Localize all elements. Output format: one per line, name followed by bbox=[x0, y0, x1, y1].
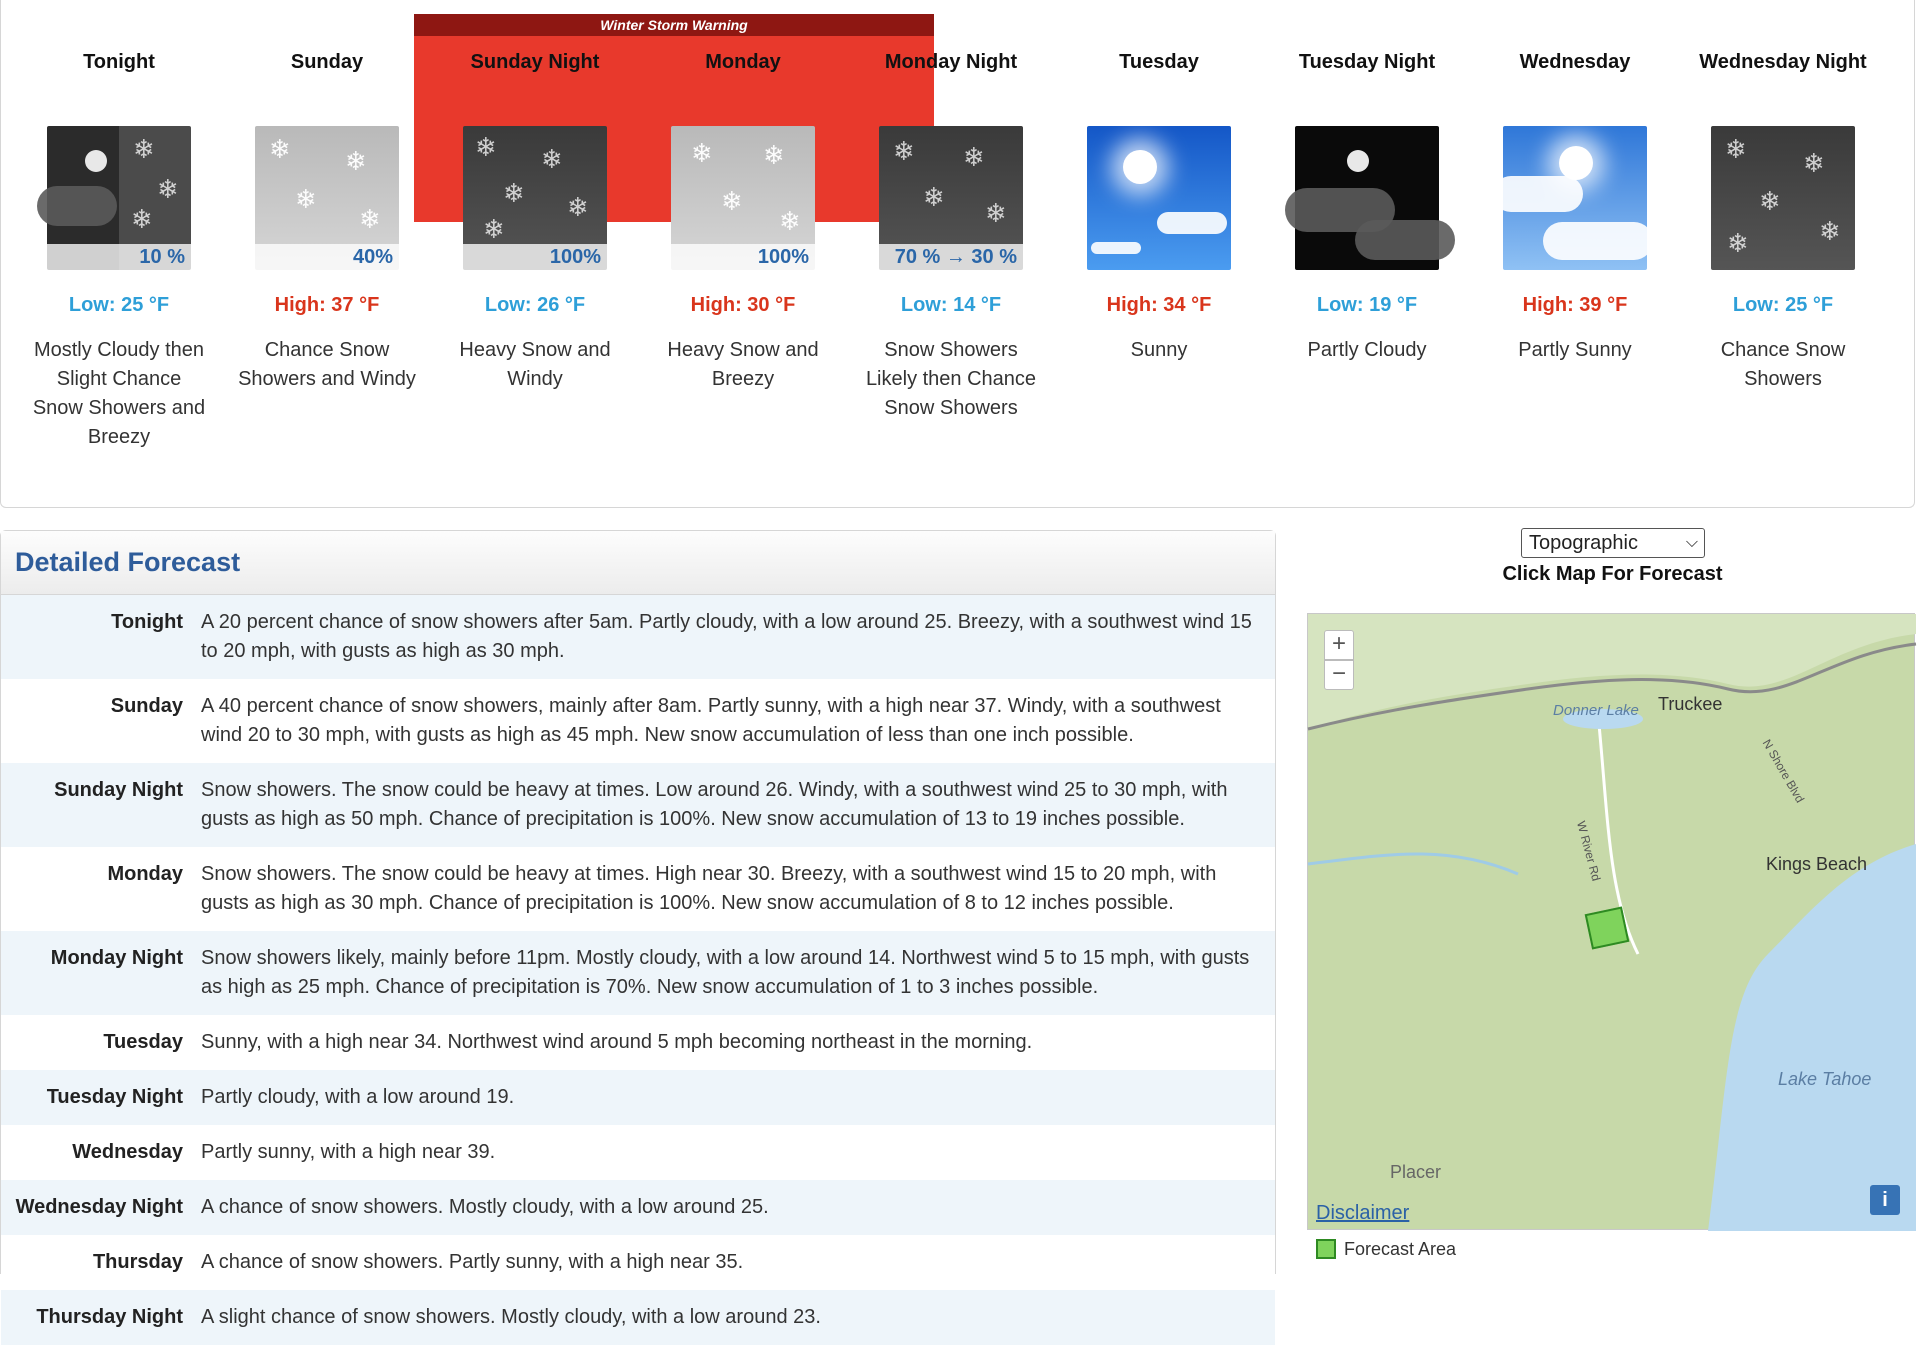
forecast-period[interactable] bbox=[223, 48, 431, 394]
period-name: Monday Night bbox=[884, 51, 1018, 73]
row-text: Snow showers likely, mainly before 11pm. Mostly cloudy, with a low around 14. Northwest wind 5 to 15 mph, with gusts as high as 25 mph. Chance of precipitation is 70%. New snow accumulation of 1 to 3 inches possible. bbox=[201, 947, 1250, 998]
temperature: High: 37 °F bbox=[274, 294, 380, 316]
snowflake-icon: ❄ bbox=[295, 184, 317, 214]
snowflake-icon: ❄ bbox=[503, 178, 525, 208]
cloud-icon bbox=[37, 186, 117, 226]
zoom-in-button[interactable]: + bbox=[1324, 630, 1354, 660]
detailed-forecast-panel bbox=[0, 530, 1276, 1328]
period-name: Tonight bbox=[83, 51, 155, 73]
precip-chance: 40% bbox=[255, 244, 399, 270]
row-text: A 40 percent chance of snow showers, mainly after 8am. Partly sunny, with a high near 37. Windy, with a southwest wind 20 to 30 mph, with gusts as high as 45 mph. New snow accumulation of less than one inch possible. bbox=[201, 695, 1221, 746]
forecast-period[interactable] bbox=[1679, 48, 1887, 394]
detailed-forecast-title: Detailed Forecast bbox=[15, 547, 241, 577]
map-label: N Shore Blvd bbox=[1759, 736, 1808, 806]
row-label: Sunday Night bbox=[54, 779, 183, 801]
precip-chance: 70 % → 30 % bbox=[879, 244, 1023, 270]
forecast-row bbox=[1, 1180, 1275, 1235]
cloud-icon bbox=[1493, 176, 1583, 212]
forecast-period[interactable] bbox=[639, 48, 847, 394]
period-name: Sunday Night bbox=[470, 51, 600, 73]
snowflake-icon: ❄ bbox=[1803, 148, 1825, 178]
temperature: Low: 19 °F bbox=[1316, 294, 1418, 316]
map-label: Kings Beach bbox=[1766, 854, 1868, 874]
forecast-row bbox=[1, 763, 1275, 847]
cloud-icon bbox=[1543, 222, 1653, 260]
forecast-period[interactable] bbox=[15, 48, 223, 452]
forecast-row bbox=[1, 595, 1275, 679]
row-text: Snow showers. The snow could be heavy at times. Low around 26. Windy, with a southwest wind 25 to 30 mph, with gusts as high as 50 mph. Chance of precipitation is 100%. New snow accumulation of 13 to 19 inches possible. bbox=[201, 779, 1228, 830]
row-label: Monday bbox=[107, 863, 183, 885]
forecast-map[interactable] bbox=[1307, 613, 1915, 1230]
short-description: Chance Snow Showers bbox=[1720, 339, 1846, 390]
cloud-icon bbox=[1157, 212, 1227, 234]
temperature: High: 30 °F bbox=[690, 294, 796, 316]
snowflake-icon: ❄ bbox=[157, 174, 179, 204]
sun-icon bbox=[1087, 126, 1231, 270]
snowflake-icon: ❄ bbox=[721, 186, 743, 216]
row-text: Partly cloudy, with a low around 19. bbox=[201, 1086, 515, 1108]
period-name: Monday bbox=[705, 51, 781, 73]
map-layer-value: Topographic bbox=[1529, 532, 1638, 554]
snowflake-icon: ❄ bbox=[763, 140, 785, 170]
snowflake-icon: ❄ bbox=[1725, 134, 1747, 164]
snow-icon bbox=[671, 126, 815, 270]
map-label: Placer bbox=[1390, 1162, 1442, 1182]
period-name: Tuesday bbox=[1119, 51, 1199, 73]
detailed-forecast-rows bbox=[1, 595, 1275, 1345]
period-name: Wednesday Night bbox=[1699, 51, 1867, 73]
partly-sunny-icon bbox=[1503, 126, 1647, 270]
forecast-row bbox=[1, 1125, 1275, 1180]
forecast-row bbox=[1, 1235, 1275, 1290]
cloud-icon bbox=[1091, 242, 1141, 254]
short-description: Chance Snow Showers and Windy bbox=[238, 339, 416, 390]
precip-chance: 10 % bbox=[47, 244, 191, 270]
forecast-row bbox=[1, 847, 1275, 931]
forecast-row bbox=[1, 1015, 1275, 1070]
short-description: Mostly Cloudy then Slight Chance Snow Showers and Breezy bbox=[32, 339, 206, 448]
short-description: Partly Sunny bbox=[1518, 339, 1632, 361]
temperature: High: 34 °F bbox=[1106, 294, 1212, 316]
map-legend bbox=[1316, 1237, 1456, 1261]
forecast-row bbox=[1, 1290, 1275, 1345]
snowflake-icon: ❄ bbox=[133, 134, 155, 164]
snow-icon bbox=[1711, 126, 1855, 270]
forecast-row bbox=[1, 931, 1275, 1015]
partly-cloudy-night-icon bbox=[1295, 126, 1439, 270]
snowflake-icon: ❄ bbox=[923, 182, 945, 212]
forecast-area-marker[interactable] bbox=[1585, 906, 1630, 949]
row-label: Thursday bbox=[92, 1251, 183, 1273]
snowflake-icon: ❄ bbox=[345, 146, 367, 176]
cloud-icon bbox=[1355, 220, 1455, 260]
snowflake-icon: ❄ bbox=[963, 142, 985, 172]
sun-disc bbox=[1559, 146, 1593, 180]
forecast-row bbox=[1, 1070, 1275, 1125]
map-label: Truckee bbox=[1658, 694, 1723, 714]
snowflake-icon: ❄ bbox=[691, 138, 713, 168]
map-layer-select[interactable] bbox=[1521, 528, 1705, 558]
forecast-period[interactable] bbox=[847, 48, 1055, 423]
detailed-forecast-header bbox=[1, 531, 1275, 595]
moon-icon bbox=[1347, 150, 1369, 172]
heavy-snow-icon bbox=[463, 126, 607, 270]
map-label: Lake Tahoe bbox=[1778, 1069, 1872, 1089]
snowflake-icon: ❄ bbox=[359, 204, 381, 234]
sun-disc bbox=[1123, 150, 1157, 184]
temperature: Low: 25 °F bbox=[68, 294, 170, 316]
row-label: Wednesday bbox=[72, 1141, 183, 1163]
row-label: Tonight bbox=[111, 611, 183, 633]
snowflake-icon: ❄ bbox=[1819, 216, 1841, 246]
forecast-period[interactable] bbox=[1471, 48, 1679, 365]
forecast-strip bbox=[0, 0, 1915, 508]
snow-showers-icon bbox=[879, 126, 1023, 270]
row-label: Tuesday Night bbox=[46, 1086, 183, 1108]
forecast-area-swatch bbox=[1316, 1239, 1336, 1259]
snowflake-icon: ❄ bbox=[541, 144, 563, 174]
moon-icon bbox=[85, 150, 107, 172]
row-text: A 20 percent chance of snow showers after 5am. Partly cloudy, with a low around 25. Breezy, with a southwest wind 15 to 20 mph, with gusts as high as 30 mph. bbox=[201, 611, 1252, 662]
short-description: Heavy Snow and Breezy bbox=[667, 339, 819, 390]
precip-chance: 100% bbox=[463, 244, 607, 270]
short-description: Partly Cloudy bbox=[1307, 339, 1427, 361]
period-name: Tuesday Night bbox=[1298, 51, 1436, 73]
snowflake-icon: ❄ bbox=[779, 206, 801, 236]
map-label: W River Rd bbox=[1573, 819, 1604, 883]
row-label: Tuesday bbox=[103, 1031, 183, 1053]
snowflake-icon: ❄ bbox=[893, 136, 915, 166]
forecast-period[interactable] bbox=[431, 48, 639, 394]
snowflake-icon: ❄ bbox=[1759, 186, 1781, 216]
map-caption: Click Map For Forecast bbox=[1502, 563, 1723, 585]
row-text: A slight chance of snow showers. Mostly cloudy, with a low around 23. bbox=[201, 1306, 821, 1328]
zoom-out-button[interactable]: − bbox=[1324, 660, 1354, 690]
period-name: Wednesday bbox=[1519, 51, 1631, 73]
row-label: Thursday Night bbox=[36, 1306, 183, 1328]
snowflake-icon: ❄ bbox=[483, 214, 505, 244]
row-label: Wednesday Night bbox=[15, 1196, 183, 1218]
precip-chance: 100% bbox=[671, 244, 815, 270]
night-snow-icon bbox=[47, 126, 191, 270]
row-text: A chance of snow showers. Partly sunny, with a high near 35. bbox=[201, 1251, 744, 1273]
row-text: Sunny, with a high near 34. Northwest wind around 5 mph becoming northeast in the morning. bbox=[201, 1031, 1033, 1053]
chevron-down-icon: ⌵ bbox=[1685, 534, 1698, 551]
row-label: Monday Night bbox=[50, 947, 183, 969]
snowflake-icon: ❄ bbox=[985, 198, 1007, 228]
disclaimer-link[interactable]: Disclaimer bbox=[1316, 1202, 1410, 1224]
short-description: Heavy Snow and Windy bbox=[459, 339, 611, 390]
legend-label: Forecast Area bbox=[1344, 1239, 1457, 1259]
snowflake-icon: ❄ bbox=[131, 204, 153, 234]
forecast-row bbox=[1, 679, 1275, 763]
short-description: Snow Showers Likely then Chance Snow Showers bbox=[865, 339, 1037, 419]
winter-storm-warning-banner[interactable]: Winter Storm Warning bbox=[414, 14, 934, 36]
temperature: Low: 26 °F bbox=[484, 294, 586, 316]
snow-icon bbox=[255, 126, 399, 270]
short-description: Sunny bbox=[1130, 339, 1188, 361]
row-text: Partly sunny, with a high near 39. bbox=[201, 1141, 496, 1163]
forecast-period[interactable] bbox=[1055, 48, 1263, 365]
temperature: High: 39 °F bbox=[1522, 294, 1628, 316]
info-button[interactable]: i bbox=[1870, 1185, 1900, 1215]
row-text: A chance of snow showers. Mostly cloudy, with a low around 25. bbox=[201, 1196, 769, 1218]
snowflake-icon: ❄ bbox=[567, 192, 589, 222]
row-label: Sunday bbox=[110, 695, 183, 717]
temperature: Low: 25 °F bbox=[1732, 294, 1834, 316]
snowflake-icon: ❄ bbox=[475, 132, 497, 162]
row-text: Snow showers. The snow could be heavy at times. High near 30. Breezy, with a southwest wind 15 to 20 mph, with gusts as high as 30 mph. Chance of precipitation is 100%. New snow accumulation of 8 to 12 inches possible. bbox=[201, 863, 1217, 914]
snowflake-icon: ❄ bbox=[1727, 228, 1749, 258]
map-label: Donner Lake bbox=[1553, 702, 1639, 719]
temperature: Low: 14 °F bbox=[900, 294, 1002, 316]
forecast-period[interactable] bbox=[1263, 48, 1471, 365]
snowflake-icon: ❄ bbox=[269, 134, 291, 164]
period-name: Sunday bbox=[290, 51, 364, 73]
